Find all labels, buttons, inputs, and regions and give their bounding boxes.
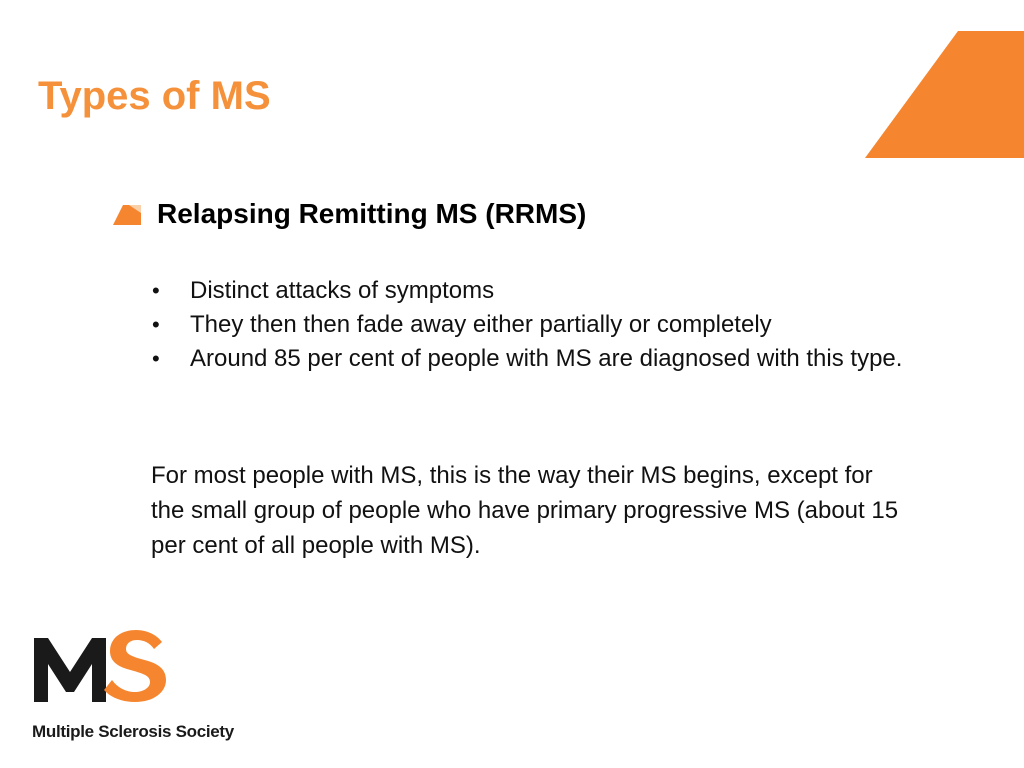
bullet-item xyxy=(150,338,950,380)
logo-letter-m xyxy=(34,638,106,702)
logo-caption: Multiple Sclerosis Society xyxy=(32,722,234,741)
body-paragraph: For most people with MS, this is the way their MS begins, except for the small group of people who have primary progressive MS (about 15 per cent of all people with MS). xyxy=(151,462,899,559)
bullet-dot: • xyxy=(152,312,160,337)
logo-letter-s xyxy=(104,630,166,702)
bullet-item xyxy=(150,308,950,342)
bullet-dot: • xyxy=(152,278,160,303)
slide-title: Types of MS xyxy=(38,74,271,118)
section-heading: Relapsing Remitting MS (RRMS) xyxy=(157,198,587,229)
orange-parallelogram-icon xyxy=(113,201,141,227)
bullet-text: They then then fade away either partially or completely xyxy=(190,311,772,338)
bullet-item xyxy=(150,274,950,308)
bullet-list xyxy=(150,274,950,380)
bullet-text: Around 85 per cent of people with MS are diagnosed with this type. xyxy=(190,345,903,372)
bullet-text: Distinct attacks of symptoms xyxy=(190,277,495,304)
section-heading-row xyxy=(113,196,586,232)
bullet-dot: • xyxy=(152,346,160,371)
